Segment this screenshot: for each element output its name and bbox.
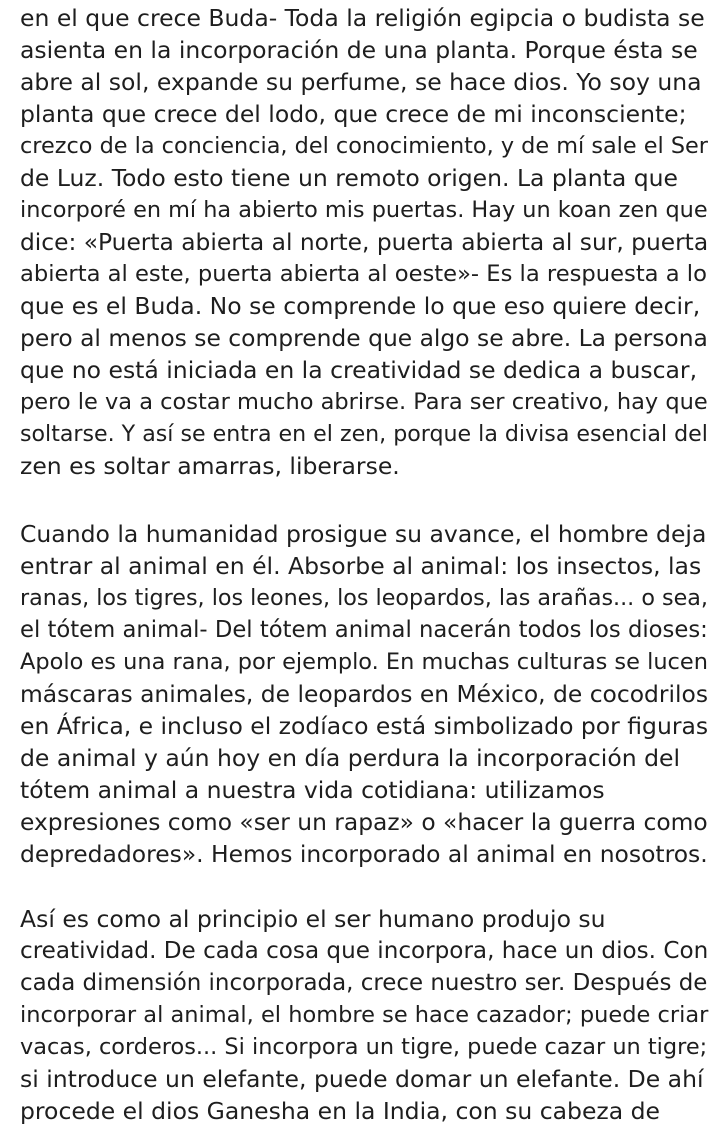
text-line: pero le va a costar mucho abrirse. Para ser creativo, hay que <box>20 389 708 415</box>
text-line: en África, e incluso el zodíaco está simbolizado por figuras <box>20 712 709 740</box>
text-line: cada dimensión incorporada, crece nuestro ser. Después de <box>20 970 708 996</box>
text-line: procede el dios Ganesha en la India, con su cabeza de <box>20 1097 661 1125</box>
text-line: en el que crece Buda- Toda la religión egipcia o budista se <box>20 4 705 32</box>
text-line: creatividad. De cada cosa que incorpora, hace un dios. Con <box>20 938 709 964</box>
text-line: de animal y aún hoy en día perdura la incorporación del <box>20 744 680 772</box>
text-line: Así es como al principio el ser humano produjo su <box>20 905 606 933</box>
text-line: vacas, corderos... Si incorpora un tigre, puede cazar un tigre; <box>20 1034 708 1060</box>
text-line: crezco de la conciencia, del conocimiento, y de mí sale el Ser <box>20 133 708 159</box>
text-line: entrar al animal en él. Absorbe al animal: los insectos, las <box>20 552 702 580</box>
text-line: que no está iniciada en la creatividad se dedica a buscar, <box>20 356 698 384</box>
text-line: asienta en la incorporación de una planta. Porque ésta se <box>20 36 698 64</box>
text-line: expresiones como «ser un rapaz» o «hacer la guerra como <box>20 808 708 836</box>
document-page <box>20 0 710 1130</box>
text-line: tótem animal a nuestra vida cotidiana: utilizamos <box>20 776 605 804</box>
text-line: zen es soltar amarras, liberarse. <box>20 452 400 480</box>
text-line: planta que crece del lodo, que crece de mi inconsciente; <box>20 100 687 128</box>
text-line: si introduce un elefante, puede domar un elefante. De ahí <box>20 1065 704 1093</box>
text-line: ranas, los tigres, los leones, los leopardos, las arañas... o sea, <box>20 585 708 611</box>
text-line: abre al sol, expande su perfume, se hace dios. Yo soy una <box>20 68 702 96</box>
text-line: incorporé en mí ha abierto mis puertas. Hay un koan zen que <box>20 197 708 223</box>
text-line: dice: «Puerta abierta al norte, puerta abierta al sur, puerta <box>20 228 709 256</box>
text-line: el tótem animal- Del tótem animal nacerán todos los dioses: <box>20 617 708 643</box>
text-line: pero al menos se comprende que algo se abre. La persona <box>20 324 708 352</box>
text-line: abierta al este, puerta abierta al oeste»- Es la respuesta a lo <box>20 261 707 287</box>
text-line: Cuando la humanidad prosigue su avance, el hombre deja <box>20 520 707 548</box>
text-line: de Luz. Todo esto tiene un remoto origen. La planta que <box>20 164 679 192</box>
text-line: soltarse. Y así se entra en el zen, porque la divisa esencial del <box>20 421 708 447</box>
text-line: máscaras animales, de leopardos en México, de cocodrilos <box>20 680 709 708</box>
text-line: que es el Buda. No se comprende lo que eso quiere decir, <box>20 292 701 320</box>
text-line: incorporar al animal, el hombre se hace cazador; puede criar <box>20 1002 709 1028</box>
text-line: depredadores». Hemos incorporado al animal en nosotros. <box>20 840 708 868</box>
text-line: Apolo es una rana, por ejemplo. En muchas culturas se lucen <box>20 649 708 675</box>
